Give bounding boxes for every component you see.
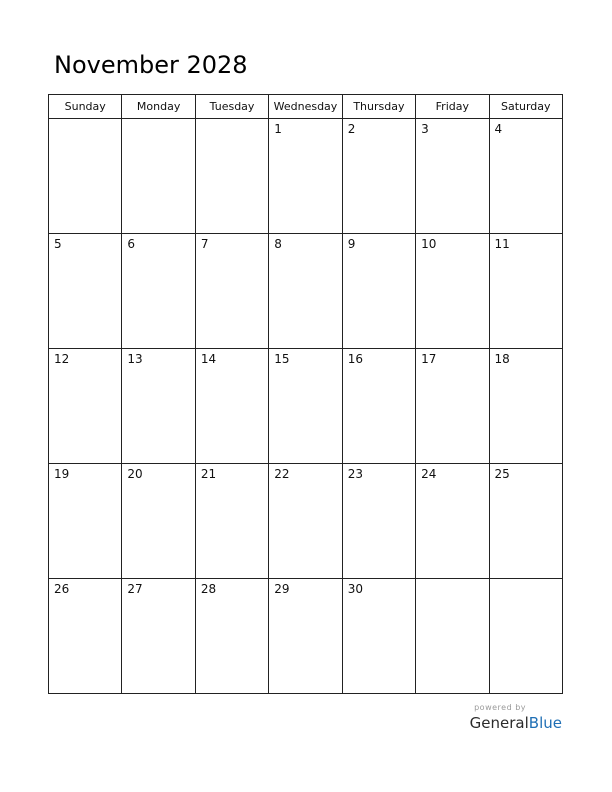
- day-cell: [195, 234, 268, 349]
- weekday-header: Monday: [122, 95, 195, 119]
- day-cell: [342, 579, 415, 694]
- day-cell: [489, 579, 562, 694]
- day-number: 22: [274, 467, 290, 481]
- day-cell: [49, 464, 122, 579]
- day-cell: [122, 349, 195, 464]
- day-number: [416, 579, 488, 582]
- day-number: 2: [347, 122, 356, 136]
- day-number: 23: [347, 467, 363, 481]
- day-cell: [416, 119, 489, 234]
- day-number: 20: [127, 467, 143, 481]
- logo-general-text: General: [469, 714, 529, 732]
- day-number: 25: [494, 467, 510, 481]
- day-cell: [195, 349, 268, 464]
- day-number: [122, 119, 194, 122]
- powered-by-text: powered by: [474, 703, 526, 712]
- day-number: 26: [54, 582, 70, 596]
- day-cell: [489, 464, 562, 579]
- day-number: [490, 579, 562, 582]
- week-row: [49, 579, 563, 694]
- weekday-header: Sunday: [49, 95, 122, 119]
- month-grid: [48, 94, 563, 694]
- week-row: [49, 234, 563, 349]
- weekday-header: Saturday: [489, 95, 562, 119]
- week-row: [49, 464, 563, 579]
- weekday-header: Wednesday: [269, 95, 342, 119]
- day-cell: [269, 579, 342, 694]
- weekday-header-row: [49, 95, 563, 119]
- day-cell: [416, 579, 489, 694]
- day-number: [196, 119, 268, 122]
- day-cell: [122, 464, 195, 579]
- day-cell: [342, 349, 415, 464]
- day-number: 24: [421, 467, 437, 481]
- day-cell: [49, 234, 122, 349]
- day-number: 4: [494, 122, 503, 136]
- day-cell: [195, 119, 268, 234]
- day-cell: [489, 119, 562, 234]
- day-number: 6: [127, 237, 136, 251]
- week-row: [49, 349, 563, 464]
- day-number: 27: [127, 582, 143, 596]
- day-cell: [49, 579, 122, 694]
- day-number: 15: [274, 352, 290, 366]
- day-number: 18: [494, 352, 510, 366]
- day-number: 17: [421, 352, 437, 366]
- day-cell: [195, 464, 268, 579]
- weekday-header: Thursday: [342, 95, 415, 119]
- day-cell: [416, 349, 489, 464]
- weekday-header: Friday: [416, 95, 489, 119]
- day-number: 29: [274, 582, 290, 596]
- day-number: 21: [200, 467, 217, 481]
- day-cell: [342, 119, 415, 234]
- day-cell: [49, 349, 122, 464]
- day-cell: [269, 464, 342, 579]
- day-cell: [489, 234, 562, 349]
- weekday-header: Tuesday: [195, 95, 268, 119]
- day-cell: [122, 234, 195, 349]
- logo-blue-text: Blue: [528, 714, 562, 732]
- day-number: 14: [200, 352, 217, 366]
- day-number: 1: [274, 122, 282, 136]
- day-number: [49, 119, 121, 122]
- day-number: 30: [347, 582, 363, 596]
- day-cell: [122, 119, 195, 234]
- day-cell: [269, 349, 342, 464]
- day-cell: [49, 119, 122, 234]
- day-cell: [416, 464, 489, 579]
- day-number: 19: [54, 467, 70, 481]
- day-number: 12: [54, 352, 70, 366]
- day-cell: [269, 234, 342, 349]
- day-cell: [489, 349, 562, 464]
- day-cell: [342, 234, 415, 349]
- day-cell: [195, 579, 268, 694]
- day-number: 10: [421, 237, 437, 251]
- day-number: 13: [127, 352, 143, 366]
- day-cell: [342, 464, 415, 579]
- calendar-title: November 2028: [54, 51, 248, 79]
- day-number: 7: [200, 237, 209, 251]
- generalblue-logo: [470, 713, 562, 733]
- day-number: 5: [54, 237, 62, 251]
- brand-footer: [470, 702, 562, 733]
- day-cell: [122, 579, 195, 694]
- day-number: 9: [347, 237, 356, 251]
- day-number: 8: [274, 237, 282, 251]
- day-number: 11: [494, 237, 510, 251]
- day-cell: [269, 119, 342, 234]
- day-number: 3: [421, 122, 429, 136]
- week-row: [49, 119, 563, 234]
- day-number: 28: [200, 582, 217, 596]
- day-number: 16: [347, 352, 363, 366]
- day-cell: [416, 234, 489, 349]
